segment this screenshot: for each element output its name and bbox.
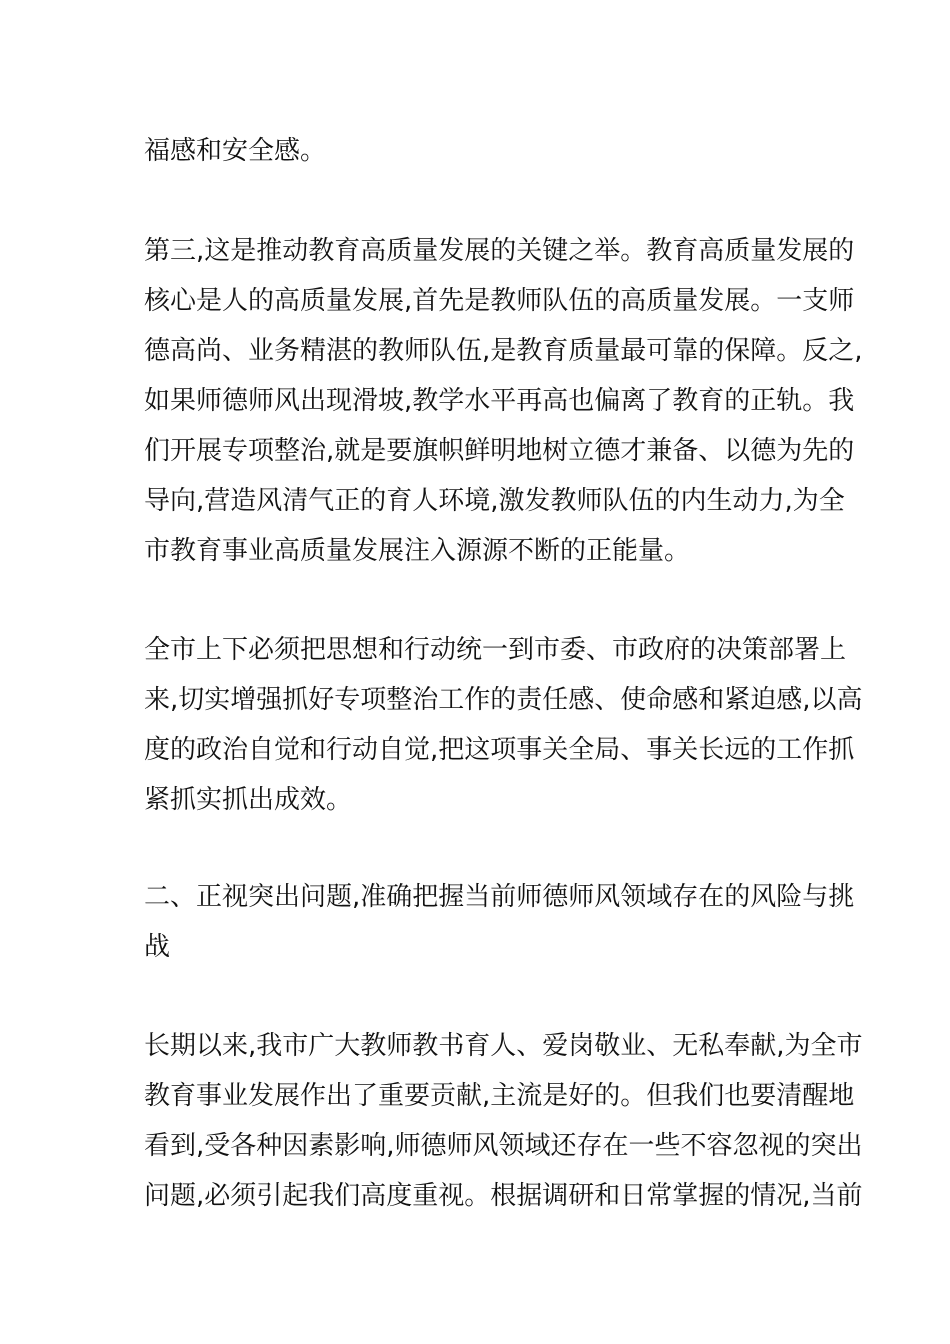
text-line: 们开展专项整治,就是要旗帜鲜明地树立德才兼备、以德为先的 xyxy=(144,436,855,466)
text-line: 德高尚、业务精湛的教师队伍,是教育质量最可靠的保障。反之, xyxy=(144,336,863,366)
text-line: 问题,必须引起我们高度重视。根据调研和日常掌握的情况,当前 xyxy=(144,1181,863,1211)
text-line: 核心是人的高质量发展,首先是教师队伍的高质量发展。一支师 xyxy=(144,286,855,316)
text-line: 长期以来,我市广大教师教书育人、爱岗敬业、无私奉献,为全市 xyxy=(144,1031,863,1061)
text-line: 度的政治自觉和行动自觉,把这项事关全局、事关长远的工作抓 xyxy=(144,735,855,765)
section-heading: 二、正视突出问题,准确把握当前师德师风领域存在的风险与挑 xyxy=(144,882,855,912)
section-heading: 战 xyxy=(144,932,171,962)
text-line: 全市上下必须把思想和行动统一到市委、市政府的决策部署上 xyxy=(144,635,847,665)
text-line: 导向,营造风清气正的育人环境,激发教师队伍的内生动力,为全 xyxy=(144,486,845,516)
text-line: 紧抓实抓出成效。 xyxy=(144,785,353,815)
text-line: 福感和安全感。 xyxy=(144,136,327,166)
text-line: 如果师德师风出现滑坡,教学水平再高也偏离了教育的正轨。我 xyxy=(144,386,855,416)
text-line: 教育事业发展作出了重要贡献,主流是好的。但我们也要清醒地 xyxy=(144,1081,855,1111)
text-line: 第三,这是推动教育高质量发展的关键之举。教育高质量发展的 xyxy=(144,236,855,266)
text-line: 来,切实增强抓好专项整治工作的责任感、使命感和紧迫感,以高 xyxy=(144,685,863,715)
text-line: 看到,受各种因素影响,师德师风领域还存在一些不容忽视的突出 xyxy=(144,1131,863,1161)
text-line: 市教育事业高质量发展注入源源不断的正能量。 xyxy=(144,536,691,566)
